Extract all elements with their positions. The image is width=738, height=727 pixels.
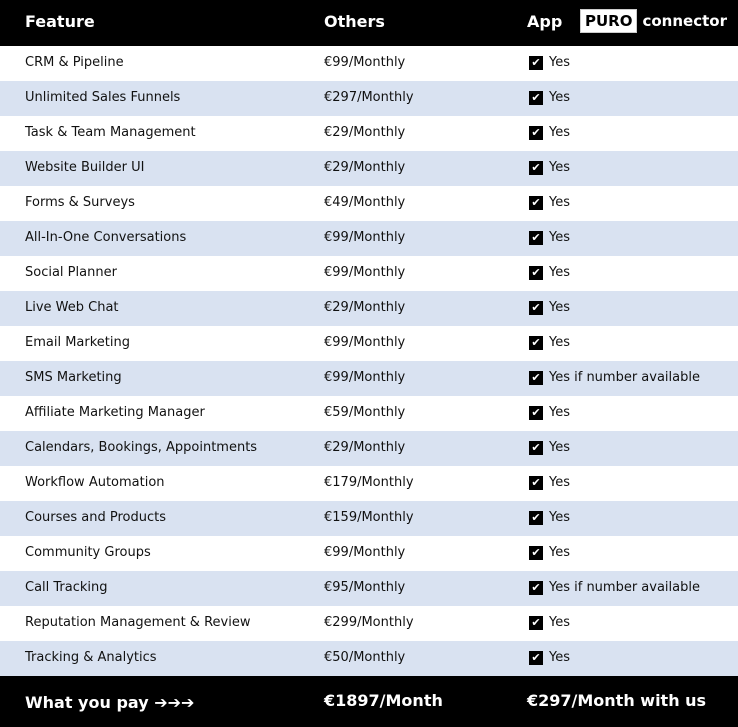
app-availability [529,90,570,105]
app-availability [529,650,570,665]
table-row [0,186,738,221]
app-availability [529,230,570,245]
feature-name: SMS Marketing [25,370,122,385]
checkbox-checked-icon: ✔ [529,196,543,210]
checkbox-checked-icon: ✔ [529,616,543,630]
app-value: Yes [549,475,570,490]
table-row [0,116,738,151]
feature-name: Forms & Surveys [25,195,135,210]
app-value: Yes [549,545,570,560]
feature-name: Calendars, Bookings, Appointments [25,440,258,455]
footer-others-total: €1897/Month [324,691,443,710]
checkbox-checked-icon: ✔ [529,371,543,385]
table-body [0,46,738,676]
header-app: App [527,12,563,31]
table-row [0,151,738,186]
app-value: Yes [549,55,570,70]
app-availability [529,195,570,210]
table-row [0,501,738,536]
feature-name: Reputation Management & Review [25,615,251,630]
app-value: Yes [549,440,570,455]
others-price: €29/Monthly [324,125,406,140]
feature-name: Live Web Chat [25,300,119,315]
table-row [0,46,738,81]
others-price: €99/Monthly [324,55,406,70]
others-price: €99/Monthly [324,265,406,280]
others-price: €59/Monthly [324,405,406,420]
table-row [0,361,738,396]
checkbox-checked-icon: ✔ [529,406,543,420]
table-row [0,431,738,466]
table-row [0,291,738,326]
others-price: €95/Monthly [324,580,406,595]
table-row [0,466,738,501]
checkbox-checked-icon: ✔ [529,511,543,525]
feature-name: Email Marketing [25,335,130,350]
puro-connector-logo [580,9,727,33]
feature-name: Social Planner [25,265,117,280]
others-price: €179/Monthly [324,475,414,490]
app-value: Yes [549,90,570,105]
app-availability [529,300,570,315]
logo-connector: connector [642,12,727,30]
feature-name: CRM & Pipeline [25,55,124,70]
table-footer [0,676,738,727]
app-availability [529,545,570,560]
app-value: Yes [549,335,570,350]
app-availability [529,125,570,140]
feature-name: All-In-One Conversations [25,230,187,245]
table-row [0,396,738,431]
feature-name: Website Builder UI [25,160,145,175]
feature-name: Tracking & Analytics [25,650,157,665]
others-price: €29/Monthly [324,160,406,175]
header-feature: Feature [25,12,95,31]
header-others: Others [324,12,385,31]
table-row [0,81,738,116]
app-availability [529,440,570,455]
feature-name: Affiliate Marketing Manager [25,405,205,420]
checkbox-checked-icon: ✔ [529,581,543,595]
checkbox-checked-icon: ✔ [529,301,543,315]
checkbox-checked-icon: ✔ [529,126,543,140]
others-price: €49/Monthly [324,195,406,210]
others-price: €29/Monthly [324,440,406,455]
footer-label: What you pay ➔➔➔ [25,693,195,712]
table-row [0,221,738,256]
checkbox-checked-icon: ✔ [529,651,543,665]
feature-name: Courses and Products [25,510,167,525]
app-availability [529,265,570,280]
others-price: €159/Monthly [324,510,414,525]
table-row [0,326,738,361]
feature-name: Task & Team Management [25,125,196,140]
app-value: Yes [549,615,570,630]
table-header [0,0,738,46]
app-value: Yes if number available [549,580,700,595]
checkbox-checked-icon: ✔ [529,91,543,105]
app-availability [529,615,570,630]
app-availability [529,475,570,490]
checkbox-checked-icon: ✔ [529,546,543,560]
app-value: Yes [549,265,570,280]
checkbox-checked-icon: ✔ [529,266,543,280]
others-price: €29/Monthly [324,300,406,315]
app-availability [529,580,700,595]
feature-name: Workflow Automation [25,475,165,490]
others-price: €50/Monthly [324,650,406,665]
checkbox-checked-icon: ✔ [529,441,543,455]
app-value: Yes [549,160,570,175]
others-price: €99/Monthly [324,545,406,560]
others-price: €99/Monthly [324,335,406,350]
app-availability [529,55,570,70]
checkbox-checked-icon: ✔ [529,161,543,175]
app-value: Yes [549,195,570,210]
app-value: Yes [549,650,570,665]
app-availability [529,510,570,525]
checkbox-checked-icon: ✔ [529,231,543,245]
logo-puro: PURO [580,9,637,33]
app-value: Yes if number available [549,370,700,385]
app-availability [529,405,570,420]
app-value: Yes [549,510,570,525]
table-row [0,606,738,641]
app-value: Yes [549,300,570,315]
feature-name: Call Tracking [25,580,108,595]
app-value: Yes [549,405,570,420]
app-availability [529,335,570,350]
checkbox-checked-icon: ✔ [529,56,543,70]
others-price: €297/Monthly [324,90,414,105]
feature-name: Unlimited Sales Funnels [25,90,181,105]
table-row [0,571,738,606]
others-price: €99/Monthly [324,230,406,245]
others-price: €299/Monthly [324,615,414,630]
feature-name: Community Groups [25,545,151,560]
footer-app-total: €297/Month with us [527,691,707,710]
checkbox-checked-icon: ✔ [529,336,543,350]
table-row [0,641,738,676]
app-availability [529,160,570,175]
table-row [0,256,738,291]
checkbox-checked-icon: ✔ [529,476,543,490]
table-row [0,536,738,571]
others-price: €99/Monthly [324,370,406,385]
app-value: Yes [549,125,570,140]
app-availability [529,370,700,385]
app-value: Yes [549,230,570,245]
